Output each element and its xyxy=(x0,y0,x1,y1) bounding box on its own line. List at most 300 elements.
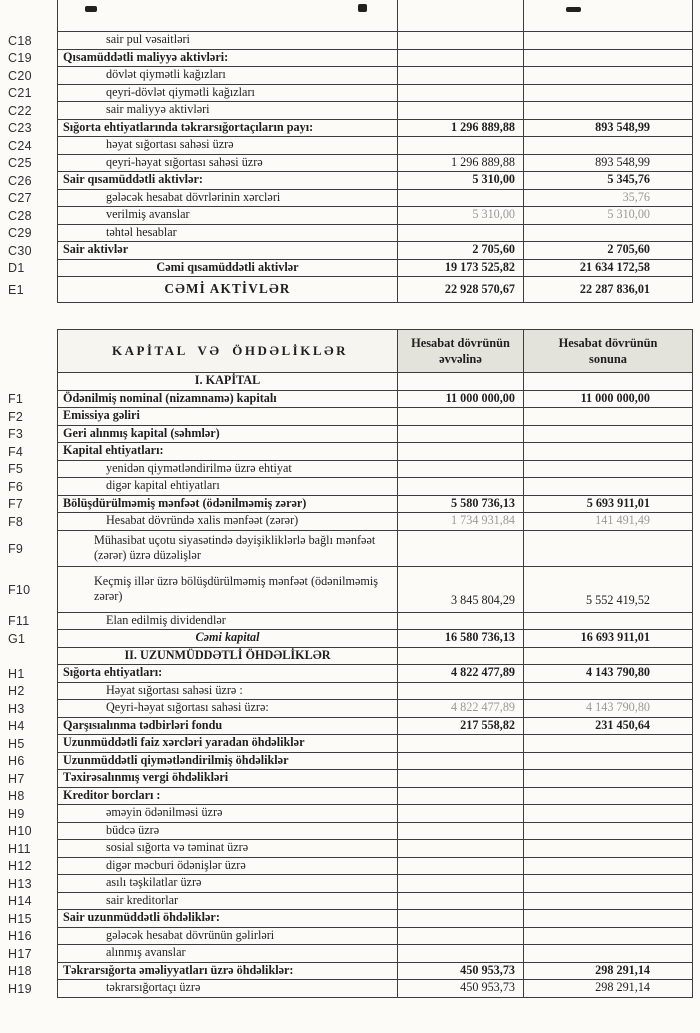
row-label: həyat sığortası sahəsi üzrə xyxy=(58,137,398,155)
row-code: C18 xyxy=(8,33,32,48)
row-code: H4 xyxy=(8,719,25,734)
row-code: F1 xyxy=(8,392,24,407)
row-code: E1 xyxy=(8,283,24,297)
row-cells xyxy=(57,190,700,208)
value-period-start xyxy=(398,531,524,567)
row-code: C21 xyxy=(8,86,32,101)
table-row xyxy=(0,928,700,946)
table-row xyxy=(0,648,700,666)
table-row xyxy=(0,50,700,68)
table-row xyxy=(0,963,700,981)
value-period-end xyxy=(524,840,693,858)
value-period-end xyxy=(524,67,693,85)
row-label: Sığorta ehtiyatlarında təkrarsığortaçıların payı: xyxy=(58,120,398,138)
row-cells xyxy=(57,329,700,373)
header-line: Hesabat dövrünün xyxy=(411,336,510,350)
row-cells xyxy=(57,0,700,32)
row-cells xyxy=(57,718,700,736)
row-label: büdcə üzrə xyxy=(58,823,398,841)
value-period-start: 5 580 736,13 xyxy=(398,496,524,514)
table-row xyxy=(0,225,700,243)
value-period-end xyxy=(524,85,693,103)
row-label: digər kapital ehtiyatları xyxy=(58,478,398,496)
value-period-end: 4 143 790,80 xyxy=(524,700,693,718)
value-period-end: 16 693 911,01 xyxy=(524,630,693,648)
row-label: Kreditor borcları : xyxy=(58,788,398,806)
row-code: F2 xyxy=(8,409,24,424)
table-row xyxy=(0,788,700,806)
row-code: C27 xyxy=(8,191,32,206)
row-label: Uzunmüddətli faiz xərcləri yaradan öhdəliklər xyxy=(58,735,398,753)
row-label: Sair qısamüddətli aktivlər: xyxy=(58,172,398,190)
row-label: Kapital ehtiyatları: xyxy=(58,443,398,461)
value-period-start xyxy=(398,823,524,841)
row-cells xyxy=(57,373,700,391)
value-period-start: 4 822 477,89 xyxy=(398,700,524,718)
row-code: H14 xyxy=(8,894,32,909)
row-code: F7 xyxy=(8,497,24,512)
table-row xyxy=(0,718,700,736)
value-period-start xyxy=(398,225,524,243)
row-cells xyxy=(57,945,700,963)
row-cells xyxy=(57,137,700,155)
row-label: yenidən qiymətləndirilmə üzrə ehtiyat xyxy=(58,461,398,479)
row-code: F5 xyxy=(8,462,24,477)
row-label: alınmış avanslar xyxy=(58,945,398,963)
row-cells xyxy=(57,225,700,243)
row-label: Sair aktivlər xyxy=(58,242,398,260)
row-cells xyxy=(57,207,700,225)
value-period-end: 893 548,99 xyxy=(524,155,693,173)
row-code: C29 xyxy=(8,226,32,241)
row-code: F11 xyxy=(8,614,30,629)
row-code: H16 xyxy=(8,929,32,944)
row-label: Qısamüddətli maliyyə aktivləri: xyxy=(58,50,398,68)
table-row xyxy=(0,567,700,613)
row-label: Qeyri-həyat sığortası sahəsi üzrə: xyxy=(58,700,398,718)
value-period-end: 298 291,14 xyxy=(524,980,693,998)
row-cells xyxy=(57,735,700,753)
row-code: C24 xyxy=(8,138,32,153)
row-cells xyxy=(57,32,700,50)
table-row xyxy=(0,102,700,120)
row-label: Cəmi kapital xyxy=(58,630,398,648)
table-row xyxy=(0,665,700,683)
row-cells xyxy=(57,277,700,303)
value-period-start xyxy=(398,67,524,85)
row-label: Hesabat dövründə xalis mənfəət (zərər) xyxy=(58,513,398,531)
row-code: F9 xyxy=(8,541,24,556)
table-row xyxy=(0,910,700,928)
row-code xyxy=(0,0,57,32)
table-row xyxy=(0,207,700,225)
value-period-end: 5 552 419,52 xyxy=(524,567,693,613)
row-cells xyxy=(57,120,700,138)
row-label: Elan edilmiş dividendlər xyxy=(58,613,398,631)
value-period-end xyxy=(524,443,693,461)
row-label: Sığorta ehtiyatları: xyxy=(58,665,398,683)
row-cells xyxy=(57,513,700,531)
row-code: G1 xyxy=(8,631,26,646)
row-cells xyxy=(57,102,700,120)
value-period-end xyxy=(524,408,693,426)
table-row xyxy=(0,478,700,496)
row-cells xyxy=(57,665,700,683)
value-period-end xyxy=(524,426,693,444)
value-period-start: 1 296 889,88 xyxy=(398,155,524,173)
value-period-end xyxy=(524,735,693,753)
value-period-start xyxy=(398,770,524,788)
row-code: C28 xyxy=(8,208,32,223)
value-period-start: 1 296 889,88 xyxy=(398,120,524,138)
value-period-start xyxy=(398,613,524,631)
value-period-start xyxy=(398,478,524,496)
table-row xyxy=(0,875,700,893)
row-label: gələcək hesabat dövrlərinin xərcləri xyxy=(58,190,398,208)
value-period-start xyxy=(398,426,524,444)
empty-cell xyxy=(58,0,398,32)
row-code: H11 xyxy=(8,841,31,856)
table-row xyxy=(0,630,700,648)
row-cells xyxy=(57,260,700,278)
value-period-end: 21 634 172,58 xyxy=(524,260,693,278)
value-period-end xyxy=(524,788,693,806)
value-period-start xyxy=(398,32,524,50)
row-cells xyxy=(57,172,700,190)
row-label: Qarşısıalınma tədbirləri fondu xyxy=(58,718,398,736)
row-code: F10 xyxy=(8,582,31,597)
table-row xyxy=(0,190,700,208)
row-cells xyxy=(57,875,700,893)
scan-artifact xyxy=(566,7,581,12)
row-label: Həyat sığortası sahəsi üzrə : xyxy=(58,683,398,701)
row-cells xyxy=(57,67,700,85)
row-label: qeyri-həyat sığortası sahəsi üzrə xyxy=(58,155,398,173)
table-row xyxy=(0,700,700,718)
row-label: sosial sığorta və təminat üzrə xyxy=(58,840,398,858)
row-label: Keçmiş illər üzrə bölüşdürülməmiş mənfəət (ödənilməmiş zərər) xyxy=(58,567,398,613)
row-cells xyxy=(57,770,700,788)
value-period-end: 35,76 xyxy=(524,190,693,208)
row-cells xyxy=(57,648,700,666)
row-cells xyxy=(57,50,700,68)
value-period-end: 893 548,99 xyxy=(524,120,693,138)
empty-value-cell xyxy=(398,373,524,391)
value-period-start xyxy=(398,753,524,771)
value-period-end xyxy=(524,102,693,120)
table-row xyxy=(0,805,700,823)
table-row xyxy=(0,461,700,479)
row-cells xyxy=(57,980,700,998)
value-period-start: 5 310,00 xyxy=(398,172,524,190)
value-period-start: 3 845 804,29 xyxy=(398,567,524,613)
value-period-end xyxy=(524,225,693,243)
value-period-end xyxy=(524,683,693,701)
row-code xyxy=(0,329,57,373)
table-row xyxy=(0,823,700,841)
row-code: C23 xyxy=(8,121,32,136)
value-period-start xyxy=(398,461,524,479)
row-label: Sair uzunmüddətli öhdəliklər: xyxy=(58,910,398,928)
row-cells xyxy=(57,893,700,911)
row-label: təkrarsığortaçı üzrə xyxy=(58,980,398,998)
empty-cell xyxy=(524,0,693,32)
table-row xyxy=(0,391,700,409)
table-row xyxy=(0,120,700,138)
table-row xyxy=(0,945,700,963)
row-cells xyxy=(57,613,700,631)
value-period-start xyxy=(398,788,524,806)
row-cells xyxy=(57,928,700,946)
row-code: F6 xyxy=(8,479,24,494)
value-period-start xyxy=(398,85,524,103)
row-code xyxy=(0,648,57,666)
value-period-end xyxy=(524,875,693,893)
scan-artifact xyxy=(85,6,97,12)
row-label: Mühasibat uçotu siyasətində dəyişikliklərlə bağlı mənfəət (zərər) üzrə düzəlişlər xyxy=(58,531,398,567)
row-code xyxy=(0,373,57,391)
header-line: sonuna xyxy=(589,352,627,366)
value-period-start xyxy=(398,102,524,120)
row-label: verilmiş avanslar xyxy=(58,207,398,225)
row-cells xyxy=(57,426,700,444)
period-end-header xyxy=(524,329,693,373)
row-code: C25 xyxy=(8,156,32,171)
row-code: H5 xyxy=(8,736,25,751)
row-cells xyxy=(57,910,700,928)
value-period-end xyxy=(524,770,693,788)
table-row xyxy=(0,242,700,260)
value-period-end xyxy=(524,531,693,567)
row-cells xyxy=(57,630,700,648)
value-period-start: 4 822 477,89 xyxy=(398,665,524,683)
row-cells xyxy=(57,567,700,613)
row-code: H10 xyxy=(8,824,32,839)
value-period-start xyxy=(398,893,524,911)
row-label: Geri alınmış kapital (səhmlər) xyxy=(58,426,398,444)
value-period-start: 19 173 525,82 xyxy=(398,260,524,278)
value-period-start xyxy=(398,443,524,461)
row-cells xyxy=(57,823,700,841)
row-cells xyxy=(57,478,700,496)
value-period-start: 450 953,73 xyxy=(398,963,524,981)
value-period-end xyxy=(524,753,693,771)
value-period-start xyxy=(398,910,524,928)
value-period-end xyxy=(524,945,693,963)
row-code: C30 xyxy=(8,243,32,258)
row-label: qeyri-dövlət qiymətli kağızları xyxy=(58,85,398,103)
value-period-end: 2 705,60 xyxy=(524,242,693,260)
table-row xyxy=(0,67,700,85)
table-row xyxy=(0,137,700,155)
value-period-start: 22 928 570,67 xyxy=(398,277,524,303)
row-label: CƏMİ AKTİVLƏR xyxy=(58,277,398,303)
value-period-start xyxy=(398,137,524,155)
row-label: digər məcburi ödənişlər üzrə xyxy=(58,858,398,876)
value-period-end: 141 491,49 xyxy=(524,513,693,531)
table-row xyxy=(0,426,700,444)
row-code: H9 xyxy=(8,806,25,821)
table-row xyxy=(0,753,700,771)
header-line: Hesabat dövrünün xyxy=(558,336,658,350)
row-label: təhtəl hesablar xyxy=(58,225,398,243)
value-period-end xyxy=(524,910,693,928)
row-cells xyxy=(57,85,700,103)
value-period-end xyxy=(524,32,693,50)
row-code: H15 xyxy=(8,911,32,926)
row-code: H19 xyxy=(8,981,32,996)
row-code: H7 xyxy=(8,771,25,786)
row-cells xyxy=(57,700,700,718)
value-period-start xyxy=(398,928,524,946)
value-period-start xyxy=(398,805,524,823)
value-period-start xyxy=(398,190,524,208)
section-heading: I. KAPİTAL xyxy=(58,373,398,391)
capital-section-title: KAPİTAL VƏ ÖHDƏLİKLƏR xyxy=(58,329,398,373)
row-cells xyxy=(57,496,700,514)
scan-artifact xyxy=(358,4,367,12)
table-row xyxy=(0,373,700,391)
row-cells xyxy=(57,408,700,426)
empty-value-cell xyxy=(524,648,693,666)
value-period-end: 22 287 836,01 xyxy=(524,277,693,303)
row-code: C22 xyxy=(8,103,32,118)
row-code: C19 xyxy=(8,51,32,66)
table-row xyxy=(0,840,700,858)
value-period-end xyxy=(524,823,693,841)
value-period-start xyxy=(398,683,524,701)
value-period-start: 5 310,00 xyxy=(398,207,524,225)
table-row xyxy=(0,683,700,701)
value-period-start xyxy=(398,50,524,68)
capital-header-row xyxy=(0,329,700,373)
row-cells xyxy=(57,242,700,260)
value-period-start: 11 000 000,00 xyxy=(398,391,524,409)
row-cells xyxy=(57,155,700,173)
header-line: əvvəlinə xyxy=(439,352,482,366)
row-code: F3 xyxy=(8,427,24,442)
row-code: H8 xyxy=(8,789,25,804)
row-code: H6 xyxy=(8,754,25,769)
value-period-end: 231 450,64 xyxy=(524,718,693,736)
row-code: H12 xyxy=(8,859,32,874)
row-label: sair pul vəsaitləri xyxy=(58,32,398,50)
row-label: asılı təşkilatlar üzrə xyxy=(58,875,398,893)
row-label: gələcək hesabat dövrünün gəlirləri xyxy=(58,928,398,946)
table-row xyxy=(0,277,700,303)
row-cells xyxy=(57,461,700,479)
row-label: Təxirəsalınmış vergi öhdəlikləri xyxy=(58,770,398,788)
table-row xyxy=(0,893,700,911)
row-label: dövlət qiymətli kağızları xyxy=(58,67,398,85)
value-period-end xyxy=(524,613,693,631)
row-code: C26 xyxy=(8,173,32,188)
row-code: D1 xyxy=(8,261,25,276)
row-label: Bölüşdürülməmiş mənfəət (ödənilməmiş zərər) xyxy=(58,496,398,514)
value-period-end: 5 345,76 xyxy=(524,172,693,190)
row-label: Uzunmüddətli qiymətləndirilmiş öhdəliklər xyxy=(58,753,398,771)
row-label: Emissiya gəliri xyxy=(58,408,398,426)
row-label: Cəmi qısamüddətli aktivlər xyxy=(58,260,398,278)
row-code: H1 xyxy=(8,666,25,681)
row-cells xyxy=(57,963,700,981)
row-code: H3 xyxy=(8,701,25,716)
section-heading: II. UZUNMÜDDƏTLİ ÖHDƏLİKLƏR xyxy=(58,648,398,666)
value-period-start xyxy=(398,840,524,858)
row-label: Ödənilmiş nominal (nizamnamə) kapitalı xyxy=(58,391,398,409)
table-row xyxy=(0,496,700,514)
empty-value-cell xyxy=(524,373,693,391)
table-row xyxy=(0,858,700,876)
table-row xyxy=(0,443,700,461)
value-period-start xyxy=(398,735,524,753)
table-row xyxy=(0,85,700,103)
value-period-start: 217 558,82 xyxy=(398,718,524,736)
table-row xyxy=(0,155,700,173)
value-period-end xyxy=(524,461,693,479)
value-period-end xyxy=(524,805,693,823)
row-cells xyxy=(57,443,700,461)
value-period-end: 5 693 911,01 xyxy=(524,496,693,514)
row-cells xyxy=(57,753,700,771)
value-period-start: 450 953,73 xyxy=(398,980,524,998)
table-row xyxy=(0,408,700,426)
row-cells xyxy=(57,858,700,876)
table-row xyxy=(0,260,700,278)
value-period-start: 2 705,60 xyxy=(398,242,524,260)
table-row xyxy=(0,531,700,567)
table-row xyxy=(0,980,700,998)
row-cells xyxy=(57,531,700,567)
value-period-end: 5 310,00 xyxy=(524,207,693,225)
value-period-start xyxy=(398,875,524,893)
row-code: F4 xyxy=(8,444,24,459)
value-period-start xyxy=(398,408,524,426)
row-cells xyxy=(57,683,700,701)
value-period-end: 298 291,14 xyxy=(524,963,693,981)
row-label: Təkrarsığorta əməliyyatları üzrə öhdəliklər: xyxy=(58,963,398,981)
value-period-end xyxy=(524,858,693,876)
value-period-end xyxy=(524,137,693,155)
value-period-start: 16 580 736,13 xyxy=(398,630,524,648)
table-row xyxy=(0,613,700,631)
value-period-end xyxy=(524,928,693,946)
row-code: H13 xyxy=(8,876,32,891)
row-label: sair maliyyə aktivləri xyxy=(58,102,398,120)
table-row xyxy=(0,32,700,50)
value-period-start: 1 734 931,84 xyxy=(398,513,524,531)
value-period-start xyxy=(398,945,524,963)
row-cells xyxy=(57,840,700,858)
value-period-end xyxy=(524,50,693,68)
table-row xyxy=(0,513,700,531)
table-row xyxy=(0,172,700,190)
empty-value-cell xyxy=(398,648,524,666)
value-period-end xyxy=(524,478,693,496)
row-code: H17 xyxy=(8,946,32,961)
row-cells xyxy=(57,391,700,409)
row-code: C20 xyxy=(8,68,32,83)
table-row xyxy=(0,770,700,788)
row-label: əməyin ödənilməsi üzrə xyxy=(58,805,398,823)
value-period-start xyxy=(398,858,524,876)
row-label: sair kreditorlar xyxy=(58,893,398,911)
row-cells xyxy=(57,805,700,823)
row-code: F8 xyxy=(8,514,24,529)
value-period-end xyxy=(524,893,693,911)
cropped-top-row xyxy=(0,0,700,32)
row-code: H2 xyxy=(8,684,25,699)
